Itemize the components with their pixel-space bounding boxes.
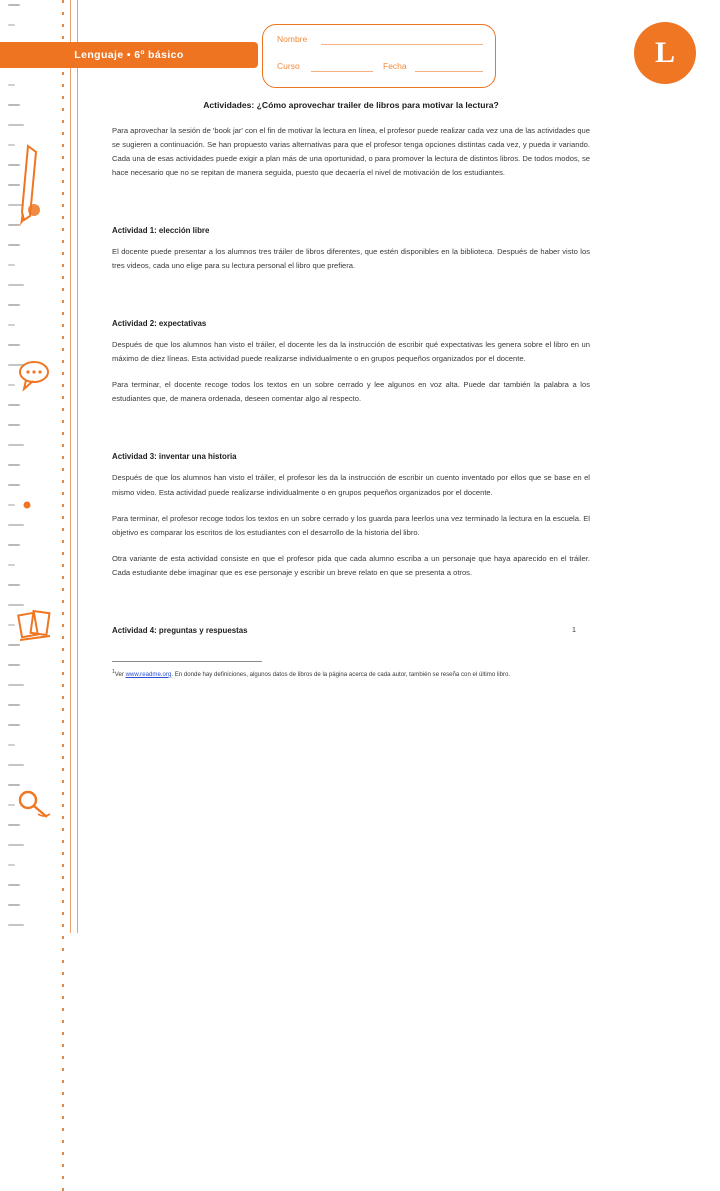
activity-3-paragraph-2: Para terminar, el profesor recoge todos los textos en un sobre cerrado y los guarda para leerlos una vez terminado la lectura en la escuela. El objetivo es comparar los escritos de los estudiantes con el desarrollo de la historia del libro. <box>112 513 590 537</box>
footnote-link[interactable]: www.readme.org <box>125 670 172 678</box>
activity-3-title: Actividad 3: inventar una historia <box>112 452 237 462</box>
activity-1-paragraph: El docente puede presentar a los alumnos tres tráiler de libros diferentes, que estén disponibles en la biblioteca. Después de haber visto los tres videos, cada uno elige para su lectura personal el libro que prefiera. <box>112 247 590 271</box>
footnote-text-after: . En donde hay definiciones, algunos datos de libros de la página acerca de cada autor, también se reseña con el último libro. <box>171 670 511 678</box>
activity-2-title: Actividad 2: expectativas <box>112 319 207 329</box>
footnote-divider <box>112 661 262 662</box>
open-book-icon <box>14 600 58 652</box>
page-header <box>0 18 720 72</box>
activity-2-paragraph-1: Después de que los alumnos han visto el tráiler, el docente les da la instrucción de escribir qué expectativas les genera sobre el libro en un máximo de diez líneas. Esta actividad puede realizarse individualmente o en grupos pequeños organizados por el docente. <box>112 340 590 364</box>
page-number: 1 <box>571 625 576 635</box>
activity-3-paragraph-1: Después de que los alumnos han visto el tráiler, el profesor les da la instrucción de escribir un cuento inventado por ellos que se base en el mismo video. Esta actividad puede realizarse individualmente o en grupos pequeños organizados por el docente. <box>112 473 590 497</box>
nombre-label: Nombre <box>277 34 308 44</box>
document-body <box>112 100 590 680</box>
intro-paragraph: Para aprovechar la sesión de 'book jar' con el fin de motivar la lectura en línea, el profesor puede realizar cada vez una de las actividades que se sugieren a continuación. Se han propuesto varias alternativas para que el profesor tenga opciones distintas cada vez, y pueda ir variando. Cada una de esas actividades puede exigir a plan más de una oportunidad, o para promover la lectura de distintos libros. De todos modos, se hace necesario que no se repitan de manera seguida, puesto que decaería el nivel de motivación de los estudiantes. <box>112 126 590 178</box>
nombre-line[interactable] <box>321 44 483 45</box>
speech-bubble-icon <box>14 356 56 396</box>
logo-badge: L <box>634 22 696 84</box>
footnote-marker: 1 <box>112 668 115 675</box>
subject-band-label: Lenguaje • 6º básico <box>74 49 184 61</box>
curso-line[interactable] <box>311 71 373 72</box>
dot-icon <box>20 498 34 512</box>
student-info-box <box>262 24 496 88</box>
activity-4-title: Actividad 4: preguntas y respuestas <box>112 625 248 635</box>
activity-1-title: Actividad 1: elección libre <box>112 226 210 236</box>
left-margin-decoration <box>0 0 78 933</box>
footnote-text-before: Ver <box>114 670 126 678</box>
pencil-icon <box>14 142 56 228</box>
fecha-label: Fecha <box>383 61 407 71</box>
magnifier-icon <box>14 786 58 826</box>
activity-3-paragraph-3: Otra variante de esta actividad consiste en que el profesor pida que cada alumno escriba a un personaje que haya aparecido en el tráiler. Cada estudiante debe imaginar que es ese personaje y escribir un breve relato en que se presenta a otros. <box>112 553 590 577</box>
vertical-dotted-rule <box>62 0 64 933</box>
activity-2-paragraph-2: Para terminar, el docente recoge todos los textos en un sobre cerrado y lee algunos en voz alta. Puede dar también la palabra a los estudiantes que, de manera ordenada, deseen comentar algo al respecto. <box>112 380 590 404</box>
fecha-line[interactable] <box>415 71 483 72</box>
page-title: Actividades: ¿Cómo aprovechar trailer de libros para motivar la lectura? <box>203 100 499 110</box>
curso-label: Curso <box>277 61 300 71</box>
footnote <box>112 668 590 681</box>
margin-vertical-rule <box>70 0 71 933</box>
